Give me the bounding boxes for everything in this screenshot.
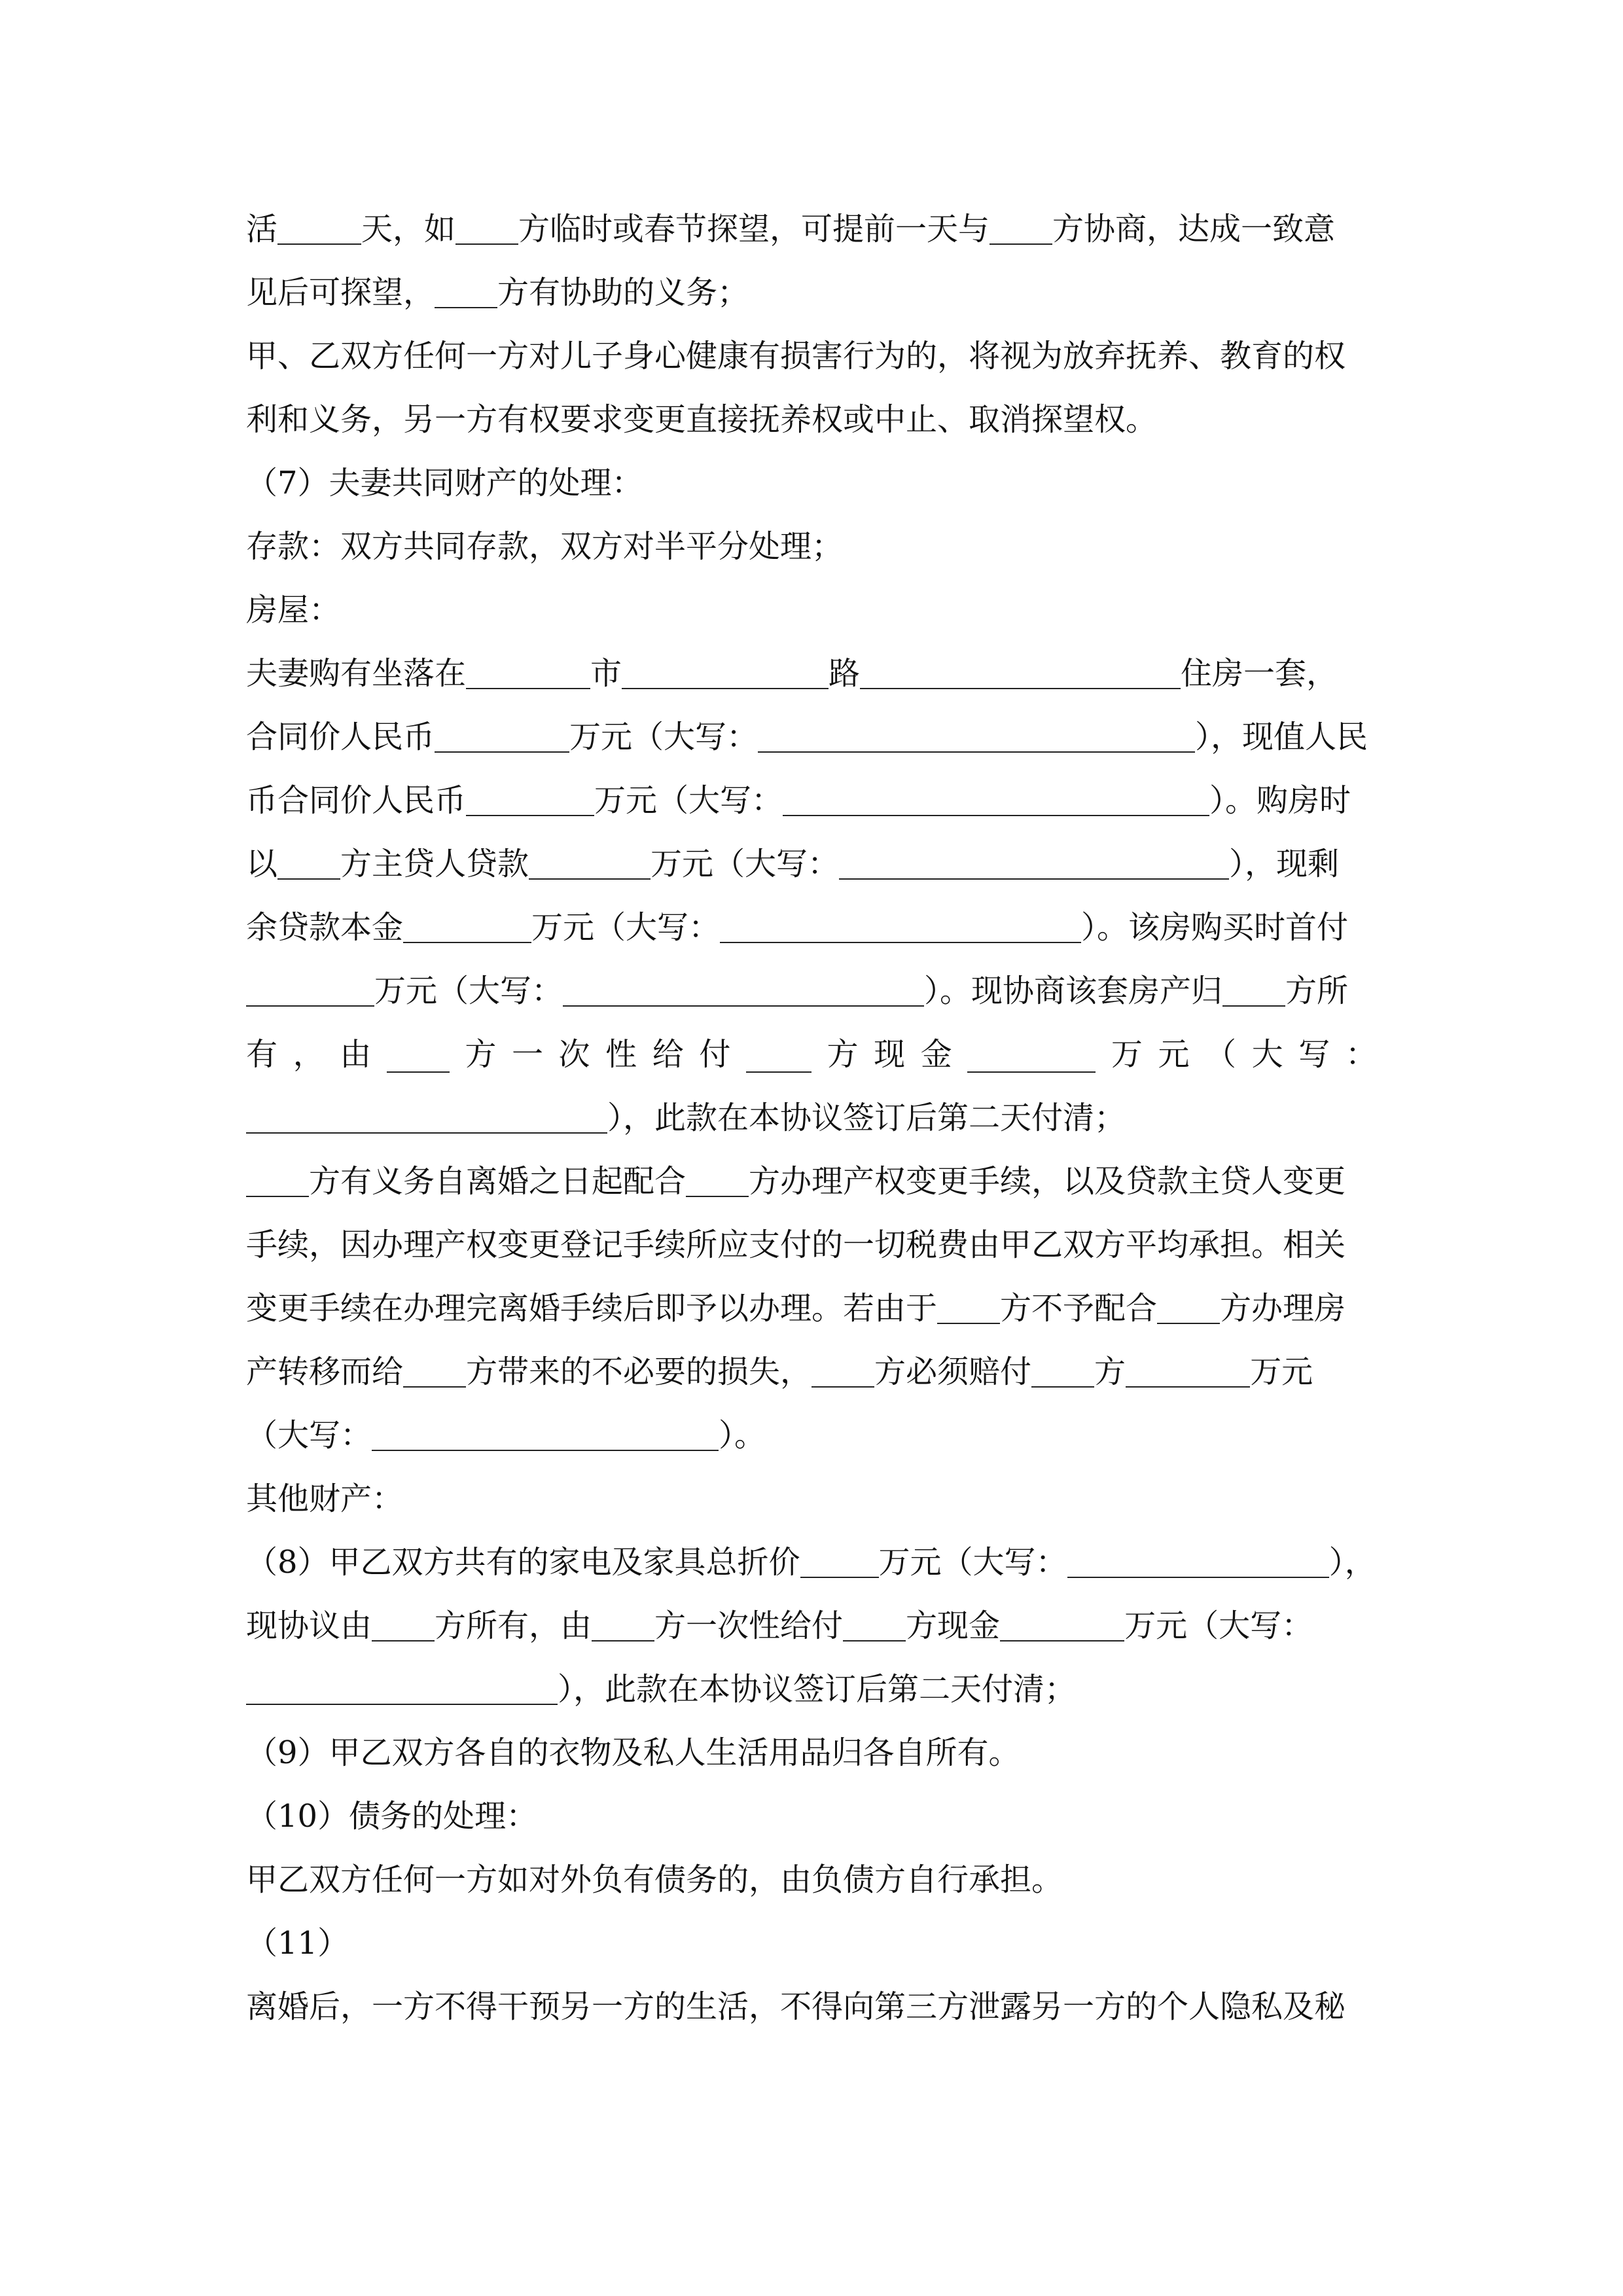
fill-blank[interactable] (843, 1605, 906, 1641)
text-segment: 万元（大写： (878, 1544, 1067, 1581)
text-segment: 方一次性给付 (654, 1607, 844, 1644)
fill-blank[interactable] (277, 208, 361, 245)
fill-blank[interactable] (455, 208, 518, 245)
text-segment: 住房一套， (1181, 655, 1338, 692)
text-segment: 方所有，由 (435, 1607, 592, 1644)
fill-blank[interactable] (1157, 1287, 1220, 1324)
text-char: 一 (511, 1036, 543, 1073)
text-segment: 方有协助的义务； (497, 274, 749, 311)
text-char: 方 (827, 1036, 859, 1073)
fill-blank[interactable] (466, 653, 590, 689)
text-segment: 方现金 (906, 1607, 1001, 1644)
text-segment: ），此款在本协议签订后第二天付清； (558, 1671, 1077, 1708)
text-segment: 方办理产权变更手续，以及贷款主贷人变更 (749, 1163, 1346, 1200)
fill-blank[interactable] (246, 970, 374, 1007)
text-segment: 余贷款本金 (246, 909, 404, 946)
text-segment: 币合同价人民币 (246, 782, 467, 819)
text-line-9 (246, 711, 1377, 763)
text-segment: 产转移而给 (246, 1354, 404, 1390)
text-char: 付 (699, 1036, 731, 1073)
text-segment: 万元（大写： (569, 719, 758, 755)
text-char: 次 (558, 1036, 590, 1073)
text-segment: ）， (1329, 1544, 1376, 1581)
fill-blank[interactable] (839, 843, 1229, 880)
text-line-15 (246, 1092, 1377, 1144)
text-segment: 万元（大写： (594, 782, 783, 819)
text-segment: 方主贷人贷款 (340, 846, 529, 882)
text-segment: （8）甲乙双方共有的家电及家具总折价 (246, 1544, 800, 1581)
text-segment: 路 (829, 655, 861, 692)
text-line-17: 手续，因办理产权变更登记手续所应支付的一切税费由甲乙双方平均承担。相关 (246, 1227, 1346, 1263)
text-line-2 (246, 266, 1377, 319)
text-char: 有 (246, 1036, 278, 1073)
fill-blank[interactable] (372, 1414, 719, 1451)
fill-blank[interactable] (686, 1160, 749, 1197)
text-line-12 (246, 901, 1377, 954)
fill-blank[interactable] (246, 1668, 558, 1705)
fill-blank[interactable] (812, 1351, 874, 1388)
text-segment: 万元（大写： (651, 846, 840, 882)
text-segment: 万元（大写： (374, 973, 563, 1009)
text-line-23 (246, 1600, 1377, 1652)
text-line-24 (246, 1663, 1377, 1715)
text-segment: 活 (246, 211, 278, 247)
fill-blank[interactable] (800, 1541, 879, 1578)
fill-blank[interactable] (783, 780, 1209, 816)
text-segment: 见后可探望， (246, 274, 435, 311)
text-segment: ），现值人民 (1195, 719, 1368, 755)
fill-blank[interactable] (1000, 1605, 1124, 1641)
fill-blank[interactable] (1067, 1541, 1329, 1578)
text-line-29: 离婚后，一方不得干预另一方的生活，不得向第三方泄露另一方的个人隐私及秘 (246, 1988, 1346, 2025)
text-segment: 夫妻购有坐落在 (246, 655, 467, 692)
text-segment: 合同价人民币 (246, 719, 435, 755)
text-char: 给 (652, 1036, 684, 1073)
fill-blank[interactable] (592, 1605, 654, 1641)
text-line-4: 利和义务，另一方有权要求变更直接抚养权或中止、取消探望权。 (246, 401, 1158, 438)
text-segment: ），此款在本协议签订后第二天付清； (607, 1100, 1126, 1136)
fill-blank[interactable] (435, 716, 569, 753)
fill-blank[interactable] (1031, 1351, 1094, 1388)
fill-blank[interactable] (529, 843, 651, 880)
fill-blank[interactable] (1126, 1351, 1250, 1388)
text-char: （ (1205, 1036, 1237, 1073)
text-char: 元 (1158, 1036, 1190, 1073)
text-char: 由 (340, 1036, 372, 1073)
text-char: 现 (874, 1036, 906, 1073)
text-line-6: 存款：双方共同存款，双方对半平分处理； (246, 528, 844, 565)
text-segment: ）。现协商该套房产归 (924, 973, 1223, 1009)
text-segment: 方有义务自离婚之日起配合 (309, 1163, 687, 1200)
text-segment: 方临时或春节探望，可提前一天与 (518, 211, 990, 247)
text-segment: 方带来的不必要的损失， (466, 1354, 812, 1390)
text-char: 金 (920, 1036, 952, 1073)
text-segment: 万元 (1250, 1354, 1313, 1390)
section-heading-9: （9）甲乙双方各自的衣物及私人生活用品归各自所有。 (246, 1734, 1020, 1771)
text-segment: ）。购房时 (1209, 782, 1351, 819)
section-heading-11: （11） (246, 1925, 349, 1962)
fill-blank[interactable] (1222, 970, 1285, 1007)
text-segment: 以 (246, 846, 278, 882)
section-heading-10: （10）债务的处理： (246, 1798, 538, 1835)
text-segment: 万元（大写： (531, 909, 721, 946)
text-line-18 (246, 1282, 1377, 1335)
text-segment: 方 (1094, 1354, 1126, 1390)
fill-blank[interactable] (277, 843, 340, 880)
fill-blank[interactable] (622, 653, 829, 689)
text-line-3: 甲、乙双方任何一方对儿子身心健康有损害行为的，将视为放弃抚养、教育的权 (246, 338, 1346, 374)
fill-blank[interactable] (990, 208, 1052, 245)
text-segment: 方协商，达成一致意 (1052, 211, 1336, 247)
fill-blank[interactable] (387, 1036, 450, 1073)
fill-blank[interactable] (466, 780, 594, 816)
text-line-1 (246, 203, 1377, 255)
text-segment: ），现剩 (1229, 846, 1340, 882)
text-line-16 (246, 1155, 1377, 1208)
subheading-other-property: 其他财产： (246, 1480, 404, 1517)
text-line-22 (246, 1536, 1377, 1588)
subheading-house: 房屋： (246, 592, 341, 628)
text-line-11 (246, 838, 1377, 890)
text-char: 性 (605, 1036, 637, 1073)
text-char: 万 (1111, 1036, 1143, 1073)
text-segment: ）。 (719, 1417, 766, 1454)
fill-blank[interactable] (563, 970, 924, 1007)
fill-blank[interactable] (967, 1036, 1096, 1073)
text-segment: 方所 (1285, 973, 1349, 1009)
text-char: 写 (1298, 1036, 1330, 1073)
text-segment: 方必须赔付 (874, 1354, 1032, 1390)
text-segment: 方不予配合 (1000, 1290, 1158, 1327)
fill-blank[interactable] (435, 272, 497, 308)
section-heading-7: （7）夫妻共同财产的处理： (246, 465, 643, 501)
text-char: 大 (1251, 1036, 1283, 1073)
fill-blank[interactable] (246, 1160, 309, 1197)
text-segment: 万元（大写： (1124, 1607, 1313, 1644)
text-line-19 (246, 1346, 1377, 1398)
fill-blank[interactable] (246, 1097, 607, 1134)
text-segment: 天，如 (361, 211, 456, 247)
text-segment: 方办理房 (1220, 1290, 1346, 1327)
fill-blank[interactable] (372, 1605, 435, 1641)
fill-blank[interactable] (720, 906, 1081, 943)
text-segment: ）。该房购买时首付 (1081, 909, 1349, 946)
text-segment: 变更手续在办理完离婚手续后即予以办理。若由于 (246, 1290, 938, 1327)
text-char: ： (1345, 1036, 1377, 1073)
fill-blank[interactable] (937, 1287, 1000, 1324)
text-line-20 (246, 1409, 1377, 1462)
fill-blank[interactable] (403, 1351, 466, 1388)
text-segment: 市 (590, 655, 622, 692)
text-segment: 现协议由 (246, 1607, 372, 1644)
text-line-13 (246, 965, 1377, 1017)
text-line-10 (246, 774, 1377, 827)
fill-blank[interactable] (746, 1036, 812, 1073)
text-segment: （大写： (246, 1417, 372, 1454)
fill-blank[interactable] (860, 653, 1181, 689)
text-line-27: 甲乙双方任何一方如对外负有债务的，由负债方自行承担。 (246, 1861, 1063, 1898)
text-line-8 (246, 647, 1377, 700)
fill-blank[interactable] (403, 906, 531, 943)
text-char: ， (293, 1036, 325, 1073)
text-line-14-justified (246, 1028, 1377, 1081)
fill-blank[interactable] (758, 716, 1195, 753)
text-char: 方 (465, 1036, 497, 1073)
